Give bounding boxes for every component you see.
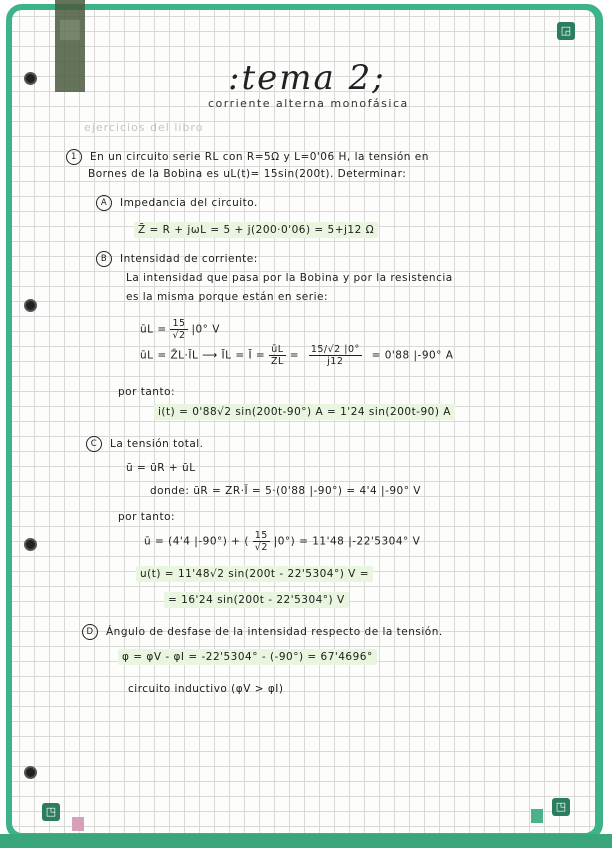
part-c-eq-1: ū = ūR + ūL	[126, 462, 196, 474]
corner-icon: ◲	[557, 22, 575, 40]
bottom-logo-icon: ◳	[42, 803, 60, 821]
problem-line-1: 1 En un circuito serie RL con R=5Ω y L=0'06 H, la tensión en	[66, 149, 429, 165]
color-marker	[72, 817, 84, 831]
part-c-eq-3: u(t) = 11'48√2 sin(200t - 22'5304°) V =	[136, 566, 373, 582]
part-c-eq-4: = 16'24 sin(200t - 22'5304°) V	[164, 592, 349, 608]
part-b-therefore: por tanto:	[118, 386, 176, 398]
binder-hole-icon	[24, 538, 37, 551]
part-b-eq-1: ūL = $\frac{15}{√2}$ |0° V	[140, 318, 220, 341]
binder-hole-icon	[24, 72, 37, 85]
part-a-heading: A Impedancia del circuito.	[96, 195, 258, 211]
part-d-note: circuito inductivo (φV > φI)	[128, 683, 284, 695]
page-tab-mark	[60, 20, 80, 40]
part-c-donde: donde: ūR = ZR·Ī = 5·(0'88 |-90°) = 4'4 |-90° V	[150, 485, 421, 497]
color-marker	[531, 809, 543, 823]
part-c-therefore: por tanto:	[118, 511, 176, 523]
section-header: ejercicios del libro	[84, 121, 204, 134]
page-tab	[55, 0, 85, 92]
part-c-eq-2: ū = (4'4 |-90°) + ( $\frac{15}{√2}$ |0°) = 11'48 |-22'5304° V	[144, 530, 421, 553]
page-title: :tema 2;	[228, 58, 386, 98]
binder-hole-icon	[24, 766, 37, 779]
part-d-equation: φ = φV - φI = -22'5304° - (-90°) = 67'4696°	[118, 649, 377, 665]
part-a-equation: Z̄ = R + jωL = 5 + j(200·0'06) = 5+j12 Ω	[134, 222, 378, 238]
part-b-eq-2: ūL = Z̄L·ĪL ⟶ ĪL = Ī = $\frac{ūL}{Z̄L}$ = $\frac{15/√2 |0^\circ}{j12}$ = 0'88 |-90° A	[140, 344, 454, 367]
part-d-heading: D Ángulo de desfase de la intensidad respecto de la tensión.	[82, 624, 443, 640]
part-b-text-1: La intensidad que pasa por la Bobina y por la resistencia	[126, 272, 453, 284]
part-b-result: i(t) = 0'88√2 sin(200t-90°) A = 1'24 sin(200t-90) A	[154, 404, 455, 420]
bottom-strip	[0, 834, 612, 848]
part-b-text-2: es la misma porque están en serie:	[126, 291, 329, 303]
page-subtitle: corriente alterna monofásica	[208, 97, 409, 110]
part-b-heading: B Intensidad de corriente:	[96, 251, 258, 267]
bottom-logo-icon: ◳	[552, 798, 570, 816]
part-c-heading: C La tensión total.	[86, 436, 204, 452]
problem-number: 1	[66, 149, 82, 165]
binder-hole-icon	[24, 299, 37, 312]
problem-line-2: Bornes de la Bobina es uL(t)= 15sin(200t). Determinar:	[88, 168, 407, 180]
